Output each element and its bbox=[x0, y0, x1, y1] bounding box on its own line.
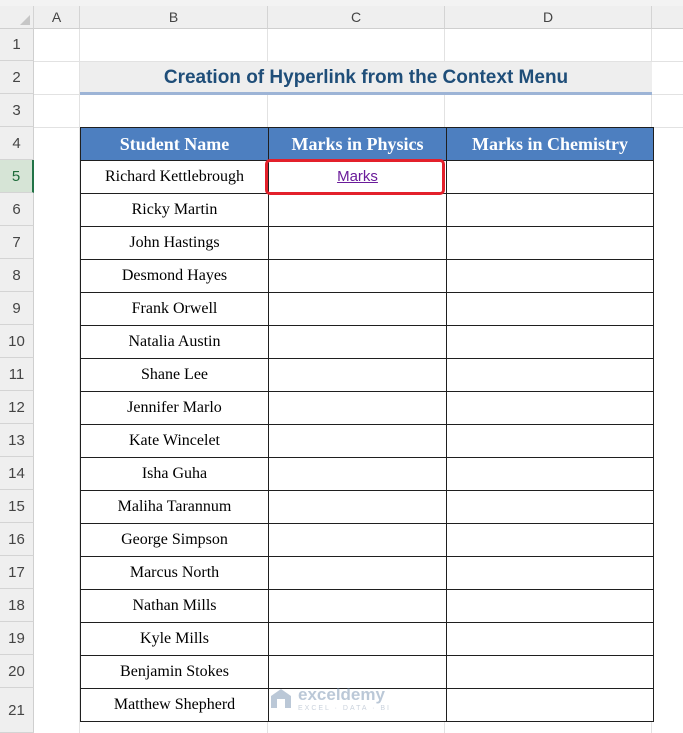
select-all-icon bbox=[20, 15, 30, 25]
row-header-17[interactable]: 17 bbox=[0, 556, 34, 589]
row-header-14[interactable]: 14 bbox=[0, 457, 34, 490]
chemistry-cell[interactable] bbox=[447, 491, 654, 524]
physics-cell[interactable] bbox=[269, 326, 447, 359]
row-header-20[interactable]: 20 bbox=[0, 655, 34, 688]
exceldemy-watermark bbox=[270, 686, 391, 712]
table-row bbox=[81, 590, 654, 623]
row-header-12[interactable]: 12 bbox=[0, 391, 34, 424]
physics-cell[interactable] bbox=[269, 623, 447, 656]
table-row bbox=[81, 161, 654, 194]
row-header-16[interactable]: 16 bbox=[0, 523, 34, 556]
row-header-2[interactable]: 2 bbox=[0, 61, 34, 94]
row-header-19[interactable]: 19 bbox=[0, 622, 34, 655]
student-name-cell[interactable]: Isha Guha bbox=[81, 458, 269, 491]
student-name-cell[interactable]: Benjamin Stokes bbox=[81, 656, 269, 689]
chemistry-cell[interactable] bbox=[447, 194, 654, 227]
row-header-21[interactable]: 21 bbox=[0, 688, 34, 733]
row-header-9[interactable]: 9 bbox=[0, 292, 34, 325]
chemistry-cell[interactable] bbox=[447, 260, 654, 293]
row-header-4[interactable]: 4 bbox=[0, 127, 34, 160]
chemistry-cell[interactable] bbox=[447, 359, 654, 392]
table-row bbox=[81, 260, 654, 293]
chemistry-cell[interactable] bbox=[447, 590, 654, 623]
student-name-cell[interactable]: Richard Kettlebrough bbox=[81, 161, 269, 194]
row-header-1[interactable]: 1 bbox=[0, 29, 34, 61]
chemistry-cell[interactable] bbox=[447, 623, 654, 656]
table-header-row bbox=[81, 128, 654, 161]
table-row bbox=[81, 194, 654, 227]
student-name-cell[interactable]: Maliha Tarannum bbox=[81, 491, 269, 524]
student-name-cell[interactable]: Desmond Hayes bbox=[81, 260, 269, 293]
column-header-d[interactable]: D bbox=[445, 6, 652, 29]
student-name-cell[interactable]: Nathan Mills bbox=[81, 590, 269, 623]
table-row bbox=[81, 326, 654, 359]
column-header-c[interactable]: C bbox=[268, 6, 445, 29]
student-name-cell[interactable]: Kyle Mills bbox=[81, 623, 269, 656]
header-marks-physics[interactable]: Marks in Physics bbox=[269, 128, 447, 161]
table-row bbox=[81, 227, 654, 260]
watermark-tagline: EXCEL · DATA · BI bbox=[298, 705, 391, 712]
student-name-cell[interactable]: Marcus North bbox=[81, 557, 269, 590]
row-header-5[interactable]: 5 bbox=[0, 160, 34, 193]
table-row bbox=[81, 293, 654, 326]
table-row bbox=[81, 458, 654, 491]
student-name-cell[interactable]: John Hastings bbox=[81, 227, 269, 260]
column-header-e[interactable] bbox=[652, 6, 683, 29]
header-marks-chemistry[interactable]: Marks in Chemistry bbox=[447, 128, 654, 161]
marks-hyperlink[interactable]: Marks bbox=[337, 168, 378, 185]
chemistry-cell[interactable] bbox=[447, 227, 654, 260]
chemistry-cell[interactable] bbox=[447, 293, 654, 326]
row-header-15[interactable]: 15 bbox=[0, 490, 34, 523]
physics-cell[interactable] bbox=[269, 260, 447, 293]
student-name-cell[interactable]: Ricky Martin bbox=[81, 194, 269, 227]
table-row bbox=[81, 557, 654, 590]
physics-cell[interactable] bbox=[269, 392, 447, 425]
table-row bbox=[81, 392, 654, 425]
chemistry-cell[interactable] bbox=[447, 557, 654, 590]
physics-cell[interactable] bbox=[269, 293, 447, 326]
row-header-11[interactable]: 11 bbox=[0, 358, 34, 391]
physics-cell[interactable] bbox=[269, 359, 447, 392]
student-marks-table bbox=[80, 127, 654, 722]
row-header-10[interactable]: 10 bbox=[0, 325, 34, 358]
row-header-13[interactable]: 13 bbox=[0, 424, 34, 457]
student-name-cell[interactable]: Frank Orwell bbox=[81, 293, 269, 326]
table-row bbox=[81, 524, 654, 557]
row-header-7[interactable]: 7 bbox=[0, 226, 34, 259]
chemistry-cell[interactable] bbox=[447, 458, 654, 491]
physics-cell[interactable] bbox=[269, 557, 447, 590]
chemistry-cell[interactable] bbox=[447, 392, 654, 425]
physics-cell[interactable] bbox=[269, 194, 447, 227]
chemistry-cell[interactable] bbox=[447, 161, 654, 194]
chemistry-cell[interactable] bbox=[447, 689, 654, 722]
watermark-name: exceldemy bbox=[298, 685, 385, 704]
sheet-title[interactable]: Creation of Hyperlink from the Context Menu bbox=[80, 62, 652, 95]
chemistry-cell[interactable] bbox=[447, 326, 654, 359]
physics-cell[interactable] bbox=[269, 458, 447, 491]
student-name-cell[interactable]: Matthew Shepherd bbox=[81, 689, 269, 722]
physics-cell[interactable] bbox=[269, 524, 447, 557]
physics-cell[interactable] bbox=[269, 590, 447, 623]
table-row bbox=[81, 491, 654, 524]
student-name-cell[interactable]: George Simpson bbox=[81, 524, 269, 557]
column-header-b[interactable]: B bbox=[80, 6, 268, 29]
table-row bbox=[81, 359, 654, 392]
column-header-a[interactable]: A bbox=[34, 6, 80, 29]
select-all-button[interactable] bbox=[0, 6, 34, 29]
physics-cell[interactable] bbox=[269, 161, 447, 194]
student-name-cell[interactable]: Shane Lee bbox=[81, 359, 269, 392]
physics-cell[interactable] bbox=[269, 491, 447, 524]
physics-cell[interactable] bbox=[269, 227, 447, 260]
row-header-6[interactable]: 6 bbox=[0, 193, 34, 226]
row-header-8[interactable]: 8 bbox=[0, 259, 34, 292]
student-name-cell[interactable]: Natalia Austin bbox=[81, 326, 269, 359]
row-header-18[interactable]: 18 bbox=[0, 589, 34, 622]
chemistry-cell[interactable] bbox=[447, 425, 654, 458]
chemistry-cell[interactable] bbox=[447, 656, 654, 689]
header-student-name[interactable]: Student Name bbox=[81, 128, 269, 161]
physics-cell[interactable] bbox=[269, 656, 447, 689]
student-name-cell[interactable]: Kate Wincelet bbox=[81, 425, 269, 458]
table-row bbox=[81, 623, 654, 656]
chemistry-cell[interactable] bbox=[447, 524, 654, 557]
row-header-3[interactable]: 3 bbox=[0, 94, 34, 127]
exceldemy-logo-icon bbox=[270, 688, 292, 710]
table-row bbox=[81, 656, 654, 689]
student-name-cell[interactable]: Jennifer Marlo bbox=[81, 392, 269, 425]
table-row bbox=[81, 425, 654, 458]
physics-cell[interactable] bbox=[269, 425, 447, 458]
